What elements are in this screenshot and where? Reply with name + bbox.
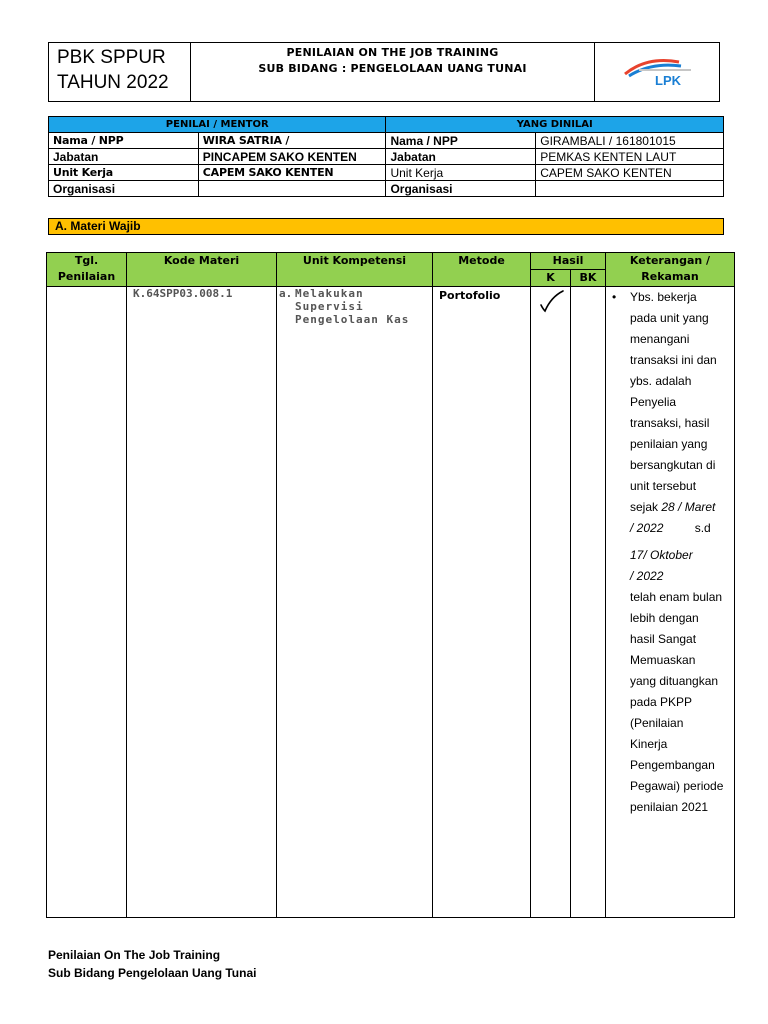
col-header-ket-line1: Keterangan / xyxy=(629,254,711,267)
ket-line: hasil Sangat xyxy=(630,632,697,646)
cell-metode: Portofolio xyxy=(433,287,531,918)
ket-start-year: / 2022 xyxy=(630,521,664,535)
ket-end-date: 17/ Oktober xyxy=(630,548,693,562)
ket-line: yang dituangkan xyxy=(630,674,719,688)
ket-line: Memuaskan xyxy=(630,653,696,667)
ket-line: unit tersebut xyxy=(630,479,697,493)
ket-start-date: 28 / Maret xyxy=(661,500,716,514)
mentor-org-value xyxy=(198,181,386,197)
ket-line: telah enam bulan xyxy=(630,590,723,604)
ket-line: menangani xyxy=(630,332,690,346)
assessee-name-value: GIRAMBALI / 161801015 xyxy=(536,133,724,149)
ket-line: transaksi ini dan xyxy=(630,353,717,367)
cell-unit-kompetensi xyxy=(277,287,433,918)
footer-line-2: Sub Bidang Pengelolaan Uang Tunai xyxy=(48,966,257,980)
cell-tgl xyxy=(47,287,127,918)
ket-line: (Penilaian xyxy=(630,716,684,730)
col-header-bk: BK xyxy=(571,270,606,287)
assessee-org-value xyxy=(536,181,724,197)
ket-line: ybs. adalah xyxy=(630,374,692,388)
col-header-k: K xyxy=(531,270,571,287)
info-row-jabatan xyxy=(49,149,724,165)
ket-line: Ybs. bekerja xyxy=(630,290,697,304)
document-subtitle: SUB BIDANG : PENGELOLAAN UANG TUNAI xyxy=(258,62,527,75)
unit-line-3: Pengelolaan Kas xyxy=(295,313,410,326)
ket-line: Pengembangan xyxy=(630,758,715,772)
section-title-materi-wajib: A. Materi Wajib xyxy=(48,218,724,235)
mentor-header: PENILAI / MENTOR xyxy=(49,117,386,133)
ket-line: Penyelia xyxy=(630,395,677,409)
mentor-position-value: PINCAPEM SAKO KENTEN xyxy=(198,149,386,165)
document-header xyxy=(48,42,720,102)
col-header-metode: Metode xyxy=(433,253,531,287)
cell-bk xyxy=(571,287,606,918)
lpk-logo xyxy=(617,52,697,92)
ket-sd: s.d xyxy=(694,521,711,535)
footer-line-1: Penilaian On The Job Training xyxy=(48,948,221,962)
program-year: TAHUN 2022 xyxy=(57,72,169,93)
info-row-nama xyxy=(49,133,724,149)
info-row-organisasi xyxy=(49,181,724,197)
col-header-kode: Kode Materi xyxy=(127,253,277,287)
ket-line: transaksi, hasil xyxy=(630,416,710,430)
table-row xyxy=(47,287,735,918)
keterangan-text xyxy=(624,287,734,818)
col-header-tgl-line1: Tgl. xyxy=(74,254,99,267)
info-row-unit xyxy=(49,165,724,181)
assessee-org-label: Organisasi xyxy=(386,181,536,197)
ket-line: penilaian 2021 xyxy=(630,800,709,814)
document-title: PENILAIAN ON THE JOB TRAINING xyxy=(286,46,499,59)
assessee-name-label: Nama / NPP xyxy=(386,133,536,149)
ket-line: penilaian yang xyxy=(630,437,708,451)
logo-text: LPK xyxy=(655,73,681,88)
col-header-tgl-line2: Penilaian xyxy=(57,270,116,283)
page-footer xyxy=(48,946,256,982)
ket-line: pada unit yang xyxy=(630,311,709,325)
cell-k xyxy=(531,287,571,918)
ket-sejak: sejak xyxy=(630,500,659,514)
ket-line: pada PKPP xyxy=(630,695,693,709)
cell-keterangan xyxy=(606,287,735,918)
unit-line-1: Melakukan xyxy=(295,287,364,300)
header-left-box xyxy=(49,43,191,101)
assessee-position-label: Jabatan xyxy=(386,149,536,165)
ket-line: bersangkutan di xyxy=(630,458,716,472)
ket-end-year: / 2022 xyxy=(630,569,664,583)
assessment-info-table xyxy=(48,116,724,197)
unit-prefix: a. xyxy=(279,287,293,300)
mentor-name-value: WIRA SATRIA / xyxy=(198,133,386,149)
mentor-name-label: Nama / NPP xyxy=(49,133,199,149)
assessee-unit-label: Unit Kerja xyxy=(386,165,536,181)
header-title-box xyxy=(191,43,595,101)
ket-line: Kinerja xyxy=(630,737,668,751)
mentor-unit-label: Unit Kerja xyxy=(49,165,199,181)
col-header-hasil: Hasil xyxy=(531,253,606,270)
ket-line-sejak xyxy=(630,497,734,518)
unit-line-2: Supervisi xyxy=(295,300,364,313)
competency-table xyxy=(46,252,735,918)
col-header-keterangan xyxy=(606,253,735,287)
col-header-unit: Unit Kompetensi xyxy=(277,253,433,287)
mentor-unit-value: CAPEM SAKO KENTEN xyxy=(198,165,386,181)
ket-line-year xyxy=(630,518,734,539)
ket-line: lebih dengan xyxy=(630,611,699,625)
program-name: PBK SPPUR xyxy=(57,47,166,68)
assessee-header: YANG DINILAI xyxy=(386,117,724,133)
assessee-unit-value: CAPEM SAKO KENTEN xyxy=(536,165,724,181)
col-header-ket-line2: Rekaman xyxy=(641,270,699,283)
ket-line: Pegawai) periode xyxy=(630,779,724,793)
bullet-icon: • xyxy=(612,290,617,304)
col-header-tgl xyxy=(47,253,127,287)
checkmark-icon xyxy=(537,289,565,313)
cell-kode-materi: K.64SPP03.008.1 xyxy=(127,287,277,918)
mentor-position-label: Jabatan xyxy=(49,149,199,165)
mentor-org-label: Organisasi xyxy=(49,181,199,197)
assessee-position-value: PEMKAS KENTEN LAUT xyxy=(536,149,724,165)
header-logo-box xyxy=(595,43,719,101)
